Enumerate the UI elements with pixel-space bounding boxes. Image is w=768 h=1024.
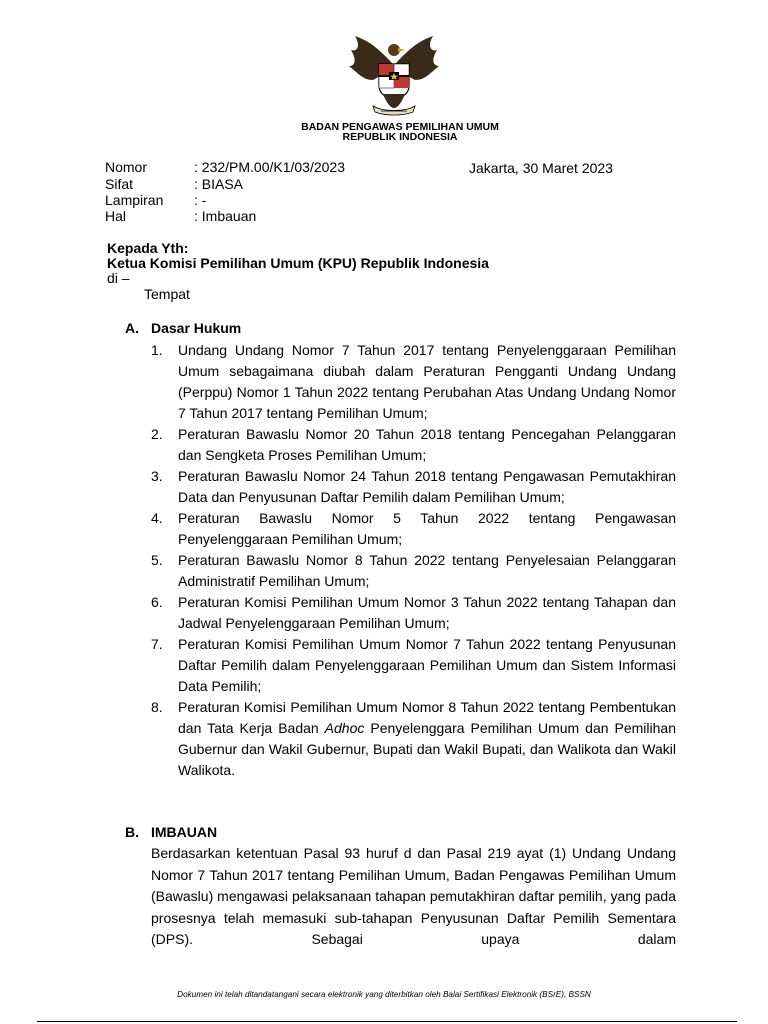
org-name-line2: REPUBLIK INDONESIA: [342, 131, 458, 143]
list-item: [151, 466, 676, 508]
list-item: [151, 424, 676, 466]
lampiran-value: : -: [194, 192, 207, 208]
nomor-value: : 232/PM.00/K1/03/2023: [194, 159, 345, 175]
list-item-number: 6.: [151, 594, 163, 610]
lampiran-label: Lampiran: [105, 192, 164, 208]
list-item-text-cont: Penyelenggara Pemilihan Umum dan Pemilihan Gubernur dan Wakil Gubernur, Bupati dan Wakil Bupati, dan Walikota dan Wakil Walikota.: [178, 720, 676, 778]
section-a-letter: A.: [125, 320, 139, 336]
letter-date: Jakarta, 30 Maret 2023: [469, 160, 613, 176]
sifat-label: Sifat: [105, 176, 134, 192]
list-item: [151, 634, 676, 697]
section-b-paragraph: Berdasarkan ketentuan Pasal 93 huruf d dan Pasal 219 ayat (1) Undang Undang Nomor 7 Tahun 2017 tentang Pemilihan Umum, Badan Pengawas Pemilihan Umum (Bawaslu) mengawasi pelaksanaan tahapan pemutakhiran daftar pemilih, yang pada prosesnya telah memasuki sub-tahapan Penyusunan Daftar Pemilih Sementara (DPS). Sebagai upaya dalam: [151, 845, 676, 947]
legal-basis-list: [151, 340, 676, 781]
list-item: [151, 697, 676, 781]
section-b-letter: B.: [125, 824, 139, 840]
footer-divider: [37, 1021, 737, 1022]
hal-value: : Imbauan: [194, 208, 257, 224]
list-item-text: Peraturan Bawaslu Nomor 20 Tahun 2018 tentang Pencegahan Pelanggaran dan Sengketa Proses Pemilihan Umum;: [178, 426, 676, 463]
list-item: [151, 508, 676, 550]
list-item-number: 7.: [151, 636, 163, 652]
list-item-number: 4.: [151, 510, 163, 526]
list-item: [151, 592, 676, 634]
list-item-text: Peraturan Komisi Pemilihan Umum Nomor 8 Tahun 2022 tentang Pembentukan dan Tata Kerja Badan: [178, 699, 676, 736]
nomor-label: Nomor: [105, 159, 148, 175]
org-name-line1: BADAN PENGAWAS PEMILIHAN UMUM: [301, 121, 499, 133]
list-item-text: Peraturan Bawaslu Nomor 8 Tahun 2022 tentang Penyelesaian Pelanggaran Administratif Pemilihan Umum;: [178, 552, 676, 589]
list-item-text: Peraturan Komisi Pemilihan Umum Nomor 7 Tahun 2022 tentang Penyusunan Daftar Pemilih dalam Penyelenggaraan Pemilihan Umum dan Sistem Informasi Data Pemilih;: [178, 636, 676, 694]
section-a-title: Dasar Hukum: [151, 320, 242, 336]
sifat-value: : BIASA: [194, 176, 244, 192]
list-item-number: 1.: [151, 342, 163, 358]
recipient-di: di –: [107, 270, 130, 286]
list-item-text: Peraturan Komisi Pemilihan Umum Nomor 3 Tahun 2022 tentang Tahapan dan Jadwal Penyelenggaraan Pemilihan Umum;: [178, 594, 676, 631]
recipient-name: Ketua Komisi Pemilihan Umum (KPU) Republik Indonesia: [107, 255, 489, 271]
list-item-text: Undang Undang Nomor 7 Tahun 2017 tentang Penyelenggaraan Pemilihan Umum sebagaimana diubah dalam Peraturan Pengganti Undang Undang (Perppu) Nomor 1 Tahun 2022 tentang Perubahan Atas Undang Undang Nomor 7 Tahun 2017 tentang Pemilihan Umum;: [178, 342, 676, 421]
footer-note: Dokumen ini telah ditandatangani secara elektronik yang diterbitkan oleh Balai Sertifikasi Elektronik (BSrE), BSSN: [177, 990, 591, 999]
list-item-number: 3.: [151, 468, 163, 484]
garuda-pancasila-emblem-icon: [343, 34, 445, 118]
list-item: [151, 550, 676, 592]
list-item-italic: Adhoc: [324, 720, 365, 736]
hal-label: Hal: [105, 208, 127, 224]
section-b-title: IMBAUAN: [151, 824, 218, 840]
list-item-text: Peraturan Bawaslu Nomor 5 Tahun 2022 tentang Pengawasan Penyelenggaraan Pemilihan Umum;: [178, 510, 676, 547]
list-item-number: 2.: [151, 426, 163, 442]
list-item-number: 5.: [151, 552, 163, 568]
list-item: [151, 340, 676, 424]
list-item-number: 8.: [151, 699, 163, 715]
recipient-heading: Kepada Yth:: [107, 240, 189, 256]
recipient-place: Tempat: [144, 286, 190, 302]
list-item-text: Peraturan Bawaslu Nomor 24 Tahun 2018 tentang Pengawasan Pemutakhiran Data dan Penyusunan Daftar Pemilih dalam Pemilihan Umum;: [178, 468, 676, 505]
